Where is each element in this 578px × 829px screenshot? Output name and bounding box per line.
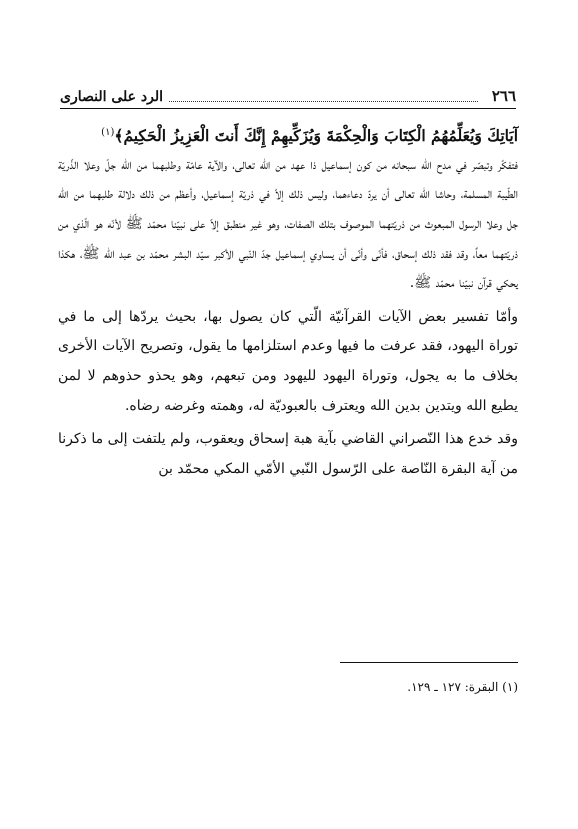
- quran-verse: آيَاتِكَ وَيُعَلِّمُهُمُ الْكِتَابَ وَالْحِكْمَةَ وَيُزَكِّيهِمْ إِنَّكَ أَنتَ الْعَزِيزُ الْحَكِيمُ﴾: [114, 126, 518, 146]
- page-number: ٢٦٦: [491, 87, 516, 105]
- paragraph-2: وأمّا تفسير بعض الآيات القرآنيّة الّتي كان يصول بها، بحيث يردّها إلى ما في توراة اليهود، فقد عرفت ما فيها وعدم استلزامها ما يقول، وتصريح الآيات الأخرى بخلاف ما به يجول، وتوراة اليهود لليهود ومن تبعهم، وهو يحذو حذوهم لا لمن يطيع الله ويتدين بدين الله ويعترف بالعبوديّة له، وهمته وغرضه رضاه.: [58, 308, 518, 414]
- footnote-separator: [340, 662, 518, 663]
- main-text: [58, 118, 518, 484]
- footnote-marker: (١): [101, 127, 115, 138]
- running-title: الرد على النصارى: [60, 89, 164, 105]
- paragraph-1: فتفكّر وتبصّر في مدح الله سبحانه من كون إسماعيل ذا عهد من الله تعالى، والآية عامّة وطلبهما من الله جلّ وعلا الذّريّة الطّيبة المسلمة، وحاشا الله تعالى أن يردّ دعاءهما، وليس ذلك إلاّ في ذريّة إسماعيل، وأعظم من ذلك دلالة طلبهما من الله جل وعلا الرسول المبعوث من ذريّتهما الموصوف بتلك الصفات، وهو غير منطبق إلاّ على نبيّنا محمّد ﷺ لأنّه هو الّذي من ذريّتهما معاً، وقد فقد ذلك إسحاق، فأنّى وأنّى أن يساوي إسماعيل جدّ النّبي الأكبر سيّد البشر محمّد بن عبد الله ﷺ، هكذا يحكي قرآن نبيّنا محمّد ﷺ.: [58, 156, 518, 292]
- paragraph-3: وقد خدع هذا النّصراني القاضي بآية هبة إسحاق ويعقوب، ولم يلتفت إلى ما ذكرنا من آية البقرة النّاصة على الرّسول النّبي الأمّي المكي محمّد بن: [58, 431, 518, 477]
- header-dotted-leader: [169, 89, 478, 102]
- footnote: (١) البقرة: ١٢٧ ـ ١٢٩.: [407, 680, 518, 694]
- page-header: [60, 84, 516, 109]
- quran-verse-line: [58, 118, 518, 151]
